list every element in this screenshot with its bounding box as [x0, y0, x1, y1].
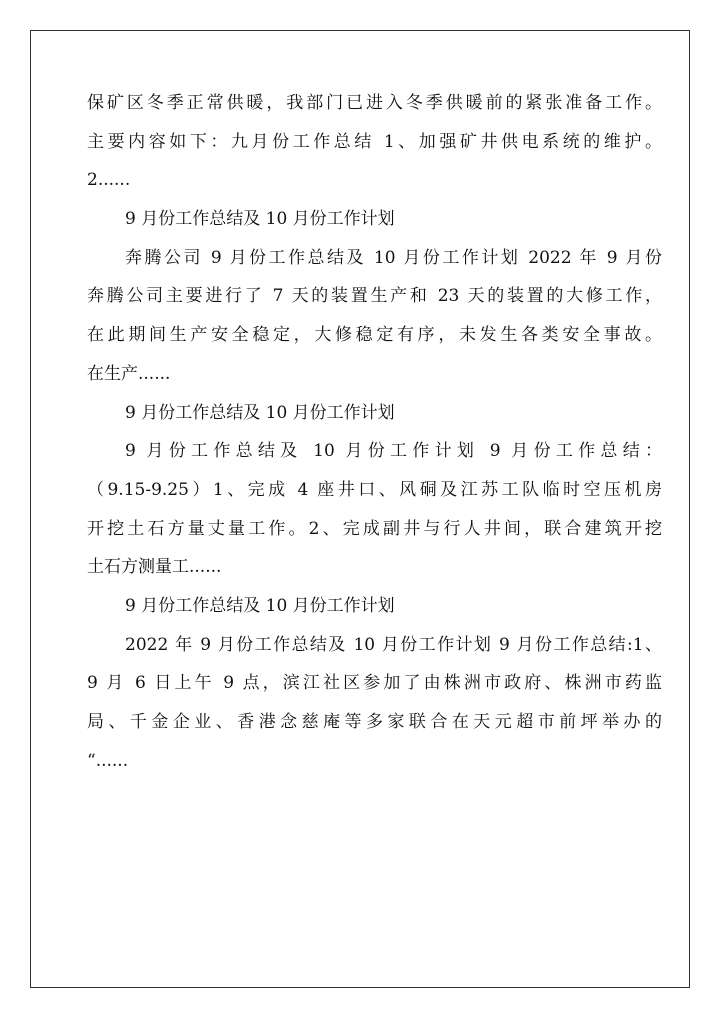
text-line: 开挖土石方量丈量工作。2、完成副井与行人井间，联合建筑开挖: [87, 518, 662, 539]
text-line: 保矿区冬季正常供暖，我部门已进入冬季供暖前的紧张准备工作。: [87, 93, 662, 113]
paragraph-heading-line: 9 月份工作总结及 10 月份工作计划: [125, 209, 395, 230]
text-line: “......: [87, 750, 129, 771]
paragraph-heading-line: 2022 年 9 月份工作总结及 10 月份工作计划 9 月份工作总结:1、: [125, 634, 662, 655]
text-line: 土石方测量工......: [87, 557, 222, 578]
paragraph-heading-line: 奔腾公司 9 月份工作总结及 10 月份工作计划 2022 年 9 月份: [125, 247, 662, 268]
text-line: 主要内容如下：九月份工作总结 1、加强矿井供电系统的维护。: [87, 131, 662, 152]
text-line: 局、千金企业、香港念慈庵等多家联合在天元超市前坪举办的: [87, 712, 662, 732]
text-line: 9 月 6 日上午 9 点，滨江社区参加了由株洲市政府、株洲市药监: [87, 673, 662, 694]
paragraph-heading-line: 9 月份工作总结及 10 月份工作计划: [125, 595, 395, 616]
text-line: （9.15-9.25）1、完成 4 座井口、风硐及江苏工队临时空压机房: [87, 479, 662, 500]
text-line: 奔腾公司主要进行了 7 天的装置生产和 23 天的装置的大修工作，: [87, 286, 662, 307]
document-body: [87, 90, 662, 780]
paragraph-heading-line: 9 月份工作总结及 10 月份工作计划: [125, 402, 395, 423]
text-line: 在此期间生产安全稳定，大修稳定有序，未发生各类安全事故。: [87, 325, 662, 346]
text-line: 在生产......: [87, 363, 171, 384]
text-line: 2......: [87, 170, 131, 191]
paragraph-heading-line: 9 月份工作总结及 10 月份工作计划 9 月份工作总结：: [125, 441, 662, 462]
